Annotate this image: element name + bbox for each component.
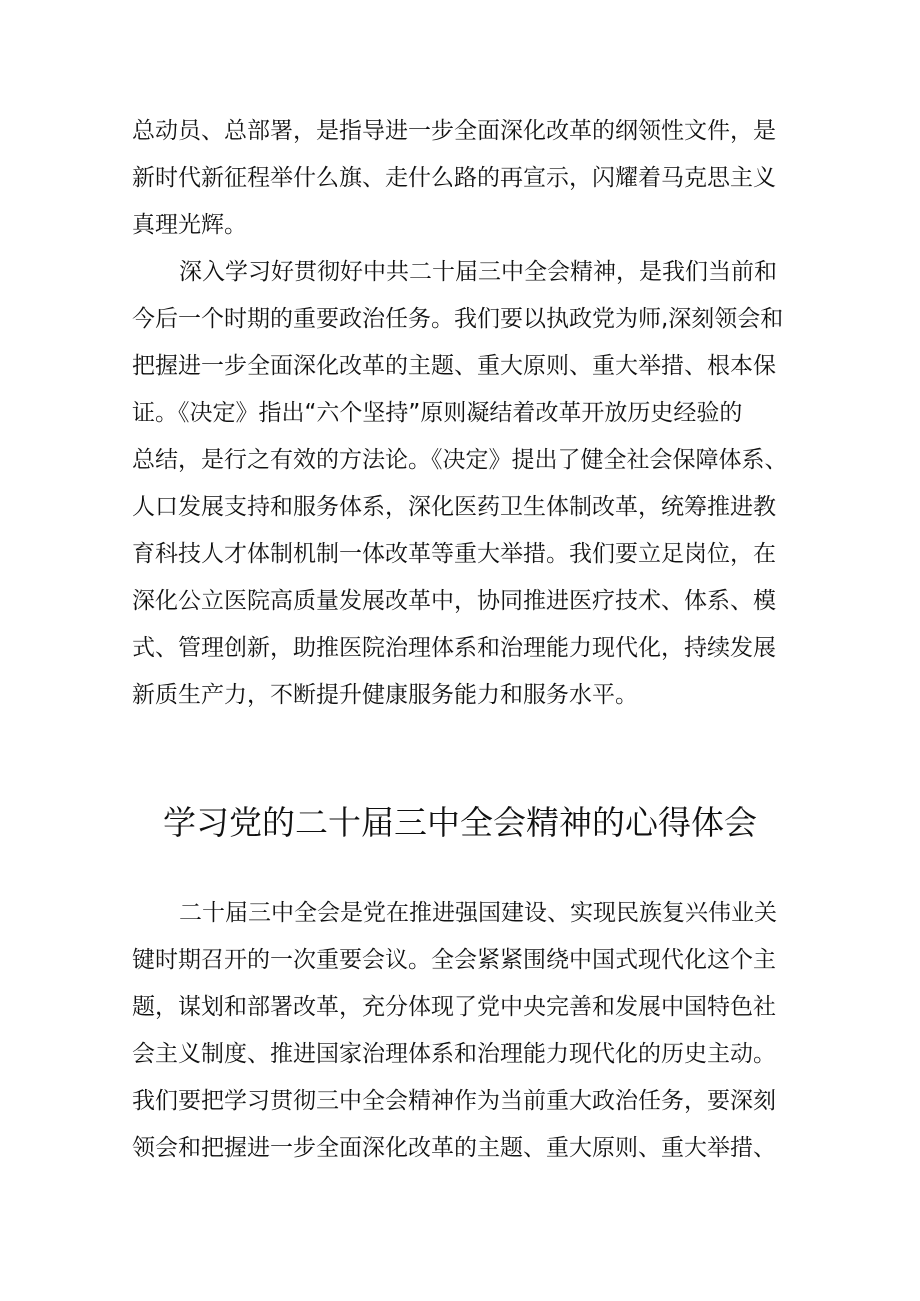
paragraph-line: 二十届三中全会是党在推进强国建设、实现民族复兴伟业关 (179, 900, 777, 926)
paragraph-line: 新质生产力，不断提升健康服务能力和服务水平。 (132, 682, 638, 708)
paragraph-line: 今后一个时期的重要政治任务。我们要以执政党为师,深刻领会和 (132, 306, 784, 332)
paragraph-line: 总结，是行之有效的方法论。《决定》提出了健全社会保障体系、 (132, 447, 788, 473)
paragraph-line: 证。《决定》指出“六个坚持”原则凝结着改革开放历史经验的 (132, 400, 743, 426)
paragraph-line: 式、管理创新，助推医院治理体系和治理能力现代化，持续发展 (132, 635, 776, 661)
paragraph-plenary-meeting (132, 890, 792, 1172)
paragraph-line: 真理光辉。 (132, 212, 247, 238)
paragraph-line: 把握进一步全面深化改革的主题、重大原则、重大举措、根本保 (132, 353, 776, 379)
paragraph-line: 育科技人才体制机制一体改革等重大举措。我们要立足岗位，在 (132, 541, 776, 567)
paragraph-line: 深化公立医院高质量发展改革中，协同推进医疗技术、体系、模 (132, 588, 776, 614)
paragraph-line: 人口发展支持和服务体系，深化医药卫生体制改革，统筹推进教 (132, 494, 776, 520)
paragraph-line: 新时代新征程举什么旗、走什么路的再宣示，闪耀着马克思主义 (132, 165, 776, 191)
paragraph-line: 我们要把学习贯彻三中全会精神作为当前重大政治任务，要深刻 (132, 1088, 776, 1114)
paragraph-study-plenary (132, 249, 792, 719)
paragraph-line: 深入学习好贯彻好中共二十届三中全会精神，是我们当前和 (179, 259, 777, 285)
section-heading: 学习党的二十届三中全会精神的心得体会 (163, 803, 757, 842)
paragraph-line: 题，谋划和部署改革，充分体现了党中央完善和发展中国特色社 (132, 994, 776, 1020)
paragraph-line: 键时期召开的一次重要会议。全会紧紧围绕中国式现代化这个主 (132, 947, 776, 973)
paragraph-line: 会主义制度、推进国家治理体系和治理能力现代化的历史主动。 (132, 1041, 776, 1067)
paragraph-line: 领会和把握进一步全面深化改革的主题、重大原则、重大举措、 (132, 1135, 776, 1161)
paragraph-line: 总动员、总部署，是指导进一步全面深化改革的纲领性文件，是 (132, 118, 776, 144)
paragraph-continuation (132, 108, 792, 249)
